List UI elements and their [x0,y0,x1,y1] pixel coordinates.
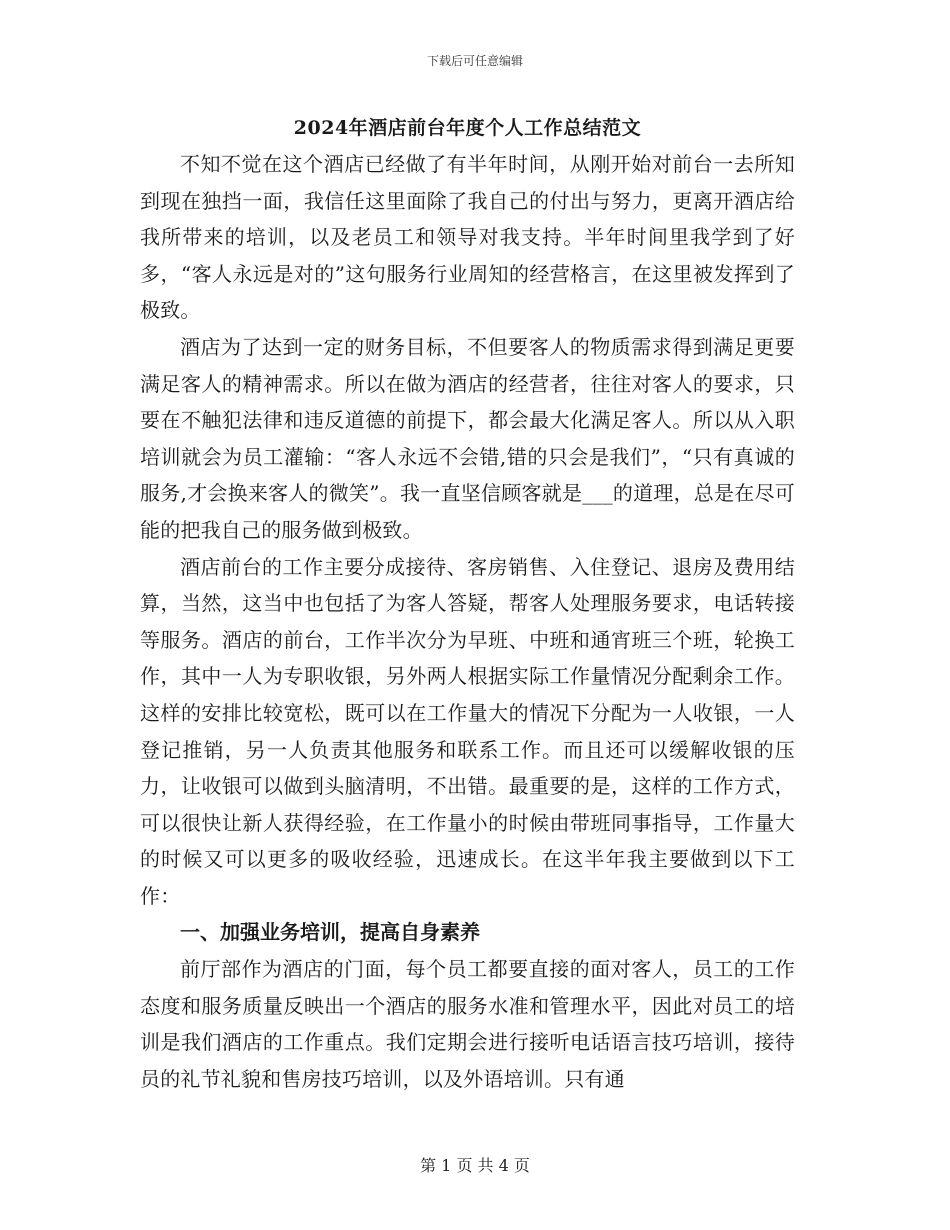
document-body [140,114,795,1097]
paragraph-goals: 酒店为了达到一定的财务目标，不但要客人的物质需求得到满足更要满足客人的精神需求。所以在做为酒店的经营者，往往对客人的要求，只要在不触犯法律和违反道德的前提下，都会最大化满足客人。所以从入职培训就会为员工灌输：“客人永远不会错,错的只会是我们”，“只有真诚的服务,才会换来客人的微笑”。我一直坚信顾客就是___的道理，总是在尽可能的把我自己的服务做到极致。 [140,334,795,542]
paragraph-training: 前厅部作为酒店的门面，每个员工都要直接的面对客人，员工的工作态度和服务质量反映出一个酒店的服务水准和管理水平，因此对员工的培训是我们酒店的工作重点。我们定期会进行接听电话语言技巧培训，接待员的礼节礼貌和售房技巧培训，以及外语培训。只有通 [140,957,795,1091]
paragraph-duties: 酒店前台的工作主要分成接待、客房销售、入住登记、退房及费用结算，当然，这当中也包括了为客人答疑，帮客人处理服务要求，电话转接等服务。酒店的前台，工作半次分为早班、中班和通宵班三个班，轮换工作，其中一人为专职收银，另外两人根据实际工作量情况分配剩余工作。这样的安排比较宽松，既可以在工作量大的情况下分配为一人收银，一人登记推销，另一人负责其他服务和联系工作。而且还可以缓解收银的压力，让收银可以做到头脑清明，不出错。最重要的是，这样的工作方式，可以很快让新人获得经验，在工作量小的时候由带班同事指导，工作量大的时候又可以更多的吸收经验，迅速成长。在这半年我主要做到以下工作： [140,554,795,908]
page-footer: 第 1 页 共 4 页 [420,1156,530,1175]
header-note: 下载后可任意编辑 [426,54,523,68]
paragraph-intro: 不知不觉在这个酒店已经做了有半年时间，从刚开始对前台一去所知到现在独挡一面，我信任这里面除了我自己的付出与努力，更离开酒店给我所带来的培训，以及老员工和领导对我支持。半年时间里我学到了好多，“客人永远是对的”这句服务行业周知的经营格言，在这里被发挥到了极致。 [140,152,795,323]
document-title: 2024年酒店前台年度个人工作总结范文 [293,117,642,139]
section-heading: 一、加强业务培训，提高自身素养 [180,920,480,945]
